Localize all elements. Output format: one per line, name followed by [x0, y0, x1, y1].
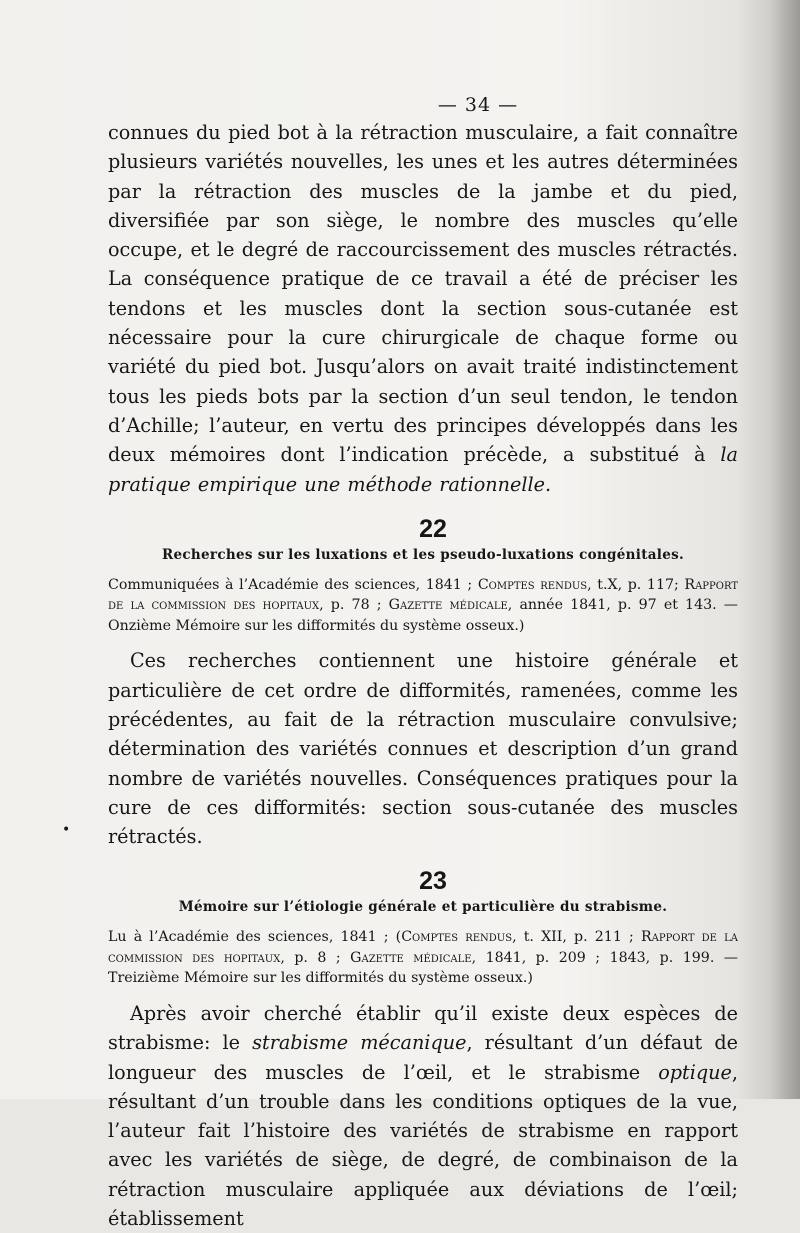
entry-number-23: 23 — [419, 867, 447, 896]
page-content — [108, 94, 738, 1233]
body-text-mid: , résultant d’un défaut de longueur des muscles de l’œil, et le strabisme — [108, 1031, 738, 1084]
entry-citation-23 — [108, 927, 738, 989]
intro-italic-1: la pratique empirique — [108, 443, 738, 496]
body-italic-1: strabisme mécanique — [252, 1031, 467, 1055]
citation-text: , année 1841, p. 97 et 143. — Onzième Mémoire sur les difformités du système osseux.) — [108, 597, 738, 634]
citation-text: , 1841, p. 209 ; 1843, p. 199. — Treizième Mémoire sur les difformités du système osseux.) — [108, 949, 738, 987]
body-text-end: , résultant d’un trouble dans les conditions optiques de la vue, l’auteur fait l’histoire des variétés de strabisme en rapport avec les variétés de siège, de degré, de combinaison de la rétraction musculaire appliquée aux déviations de l’œil; établissement — [108, 1060, 738, 1231]
intro-text: connues du pied bot à la rétraction musculaire, a fait connaître plusieurs variétés nouvelles, les unes et les autres déterminées par la rétraction des muscles de la jambe et du pied, diversifiée par son siège, le nombre des muscles qu’elle occupe, et le degré de raccourcissement des muscles rétractés. La conséquence pratique de ce travail a été de préciser les tendons et les muscles dont la section sous-cutanée est nécessaire pour la cure chirurgicale de chaque forme ou variété du pied bot. Jusqu’alors on avait traité indistinctement tous les pieds bots par la section d’un seul tendon, le tendon d’Achille; l’auteur, en vertu des principes développés dans les deux mémoires dont l’indication précède, a substitué à — [108, 121, 738, 467]
citation-journal: Comptes rendus — [477, 576, 588, 593]
entry-title-23: Mémoire sur l’étiologie générale et particulière du strabisme. — [178, 899, 668, 916]
intro-italic-2: une méthode rationnelle. — [304, 472, 552, 496]
intro-paragraph — [108, 118, 738, 499]
margin-mark: • — [62, 822, 71, 838]
body-italic-2: optique — [658, 1060, 732, 1084]
citation-journal: Rapport de la commission des hopitaux — [108, 929, 738, 966]
citation-journal: Comptes rendus — [401, 929, 513, 946]
body-text: Après avoir cherché établir qu’il existe deux espèces de strabisme: le — [108, 1001, 738, 1055]
citation-text: , t. XII, p. 211 ; — [512, 929, 641, 946]
entry-body-22: Ces recherches contiennent une histoire générale et particulière de cet ordre de difformités, ramenées, comme les précédentes, au fait de la rétraction musculaire convulsive; détermination des variétés connues et description d’un grand nombre de variétés nouvelles. Conséquences pratiques pour la cure de ces difformités: section sous-cutanée des muscles rétractés. — [108, 649, 738, 849]
entry-body-23 — [108, 999, 738, 1233]
entry-citation-22 — [108, 575, 738, 637]
citation-journal: Gazette médicale — [350, 949, 472, 966]
citation-text: , p. 78 ; — [319, 597, 389, 614]
citation-text: , p. 8 ; — [280, 949, 351, 966]
citation-text: Communiquées à l’Académie des sciences, 1841 ; — [108, 576, 478, 593]
page-edge-shadow — [770, 0, 800, 1099]
page-number: — 34 — — [437, 94, 519, 116]
citation-journal: Rapport de la commission des hopitaux — [108, 576, 738, 614]
entry-number-22: 22 — [419, 514, 447, 543]
citation-text: Lu à l’Académie des sciences, 1841 ; ( — [108, 929, 402, 946]
citation-text: , t.X, p. 117; — [587, 576, 685, 593]
citation-journal: Gazette médicale — [388, 597, 508, 614]
entry-title-22: Recherches sur les luxations et les pseudo-luxations congénitales. — [161, 546, 684, 563]
